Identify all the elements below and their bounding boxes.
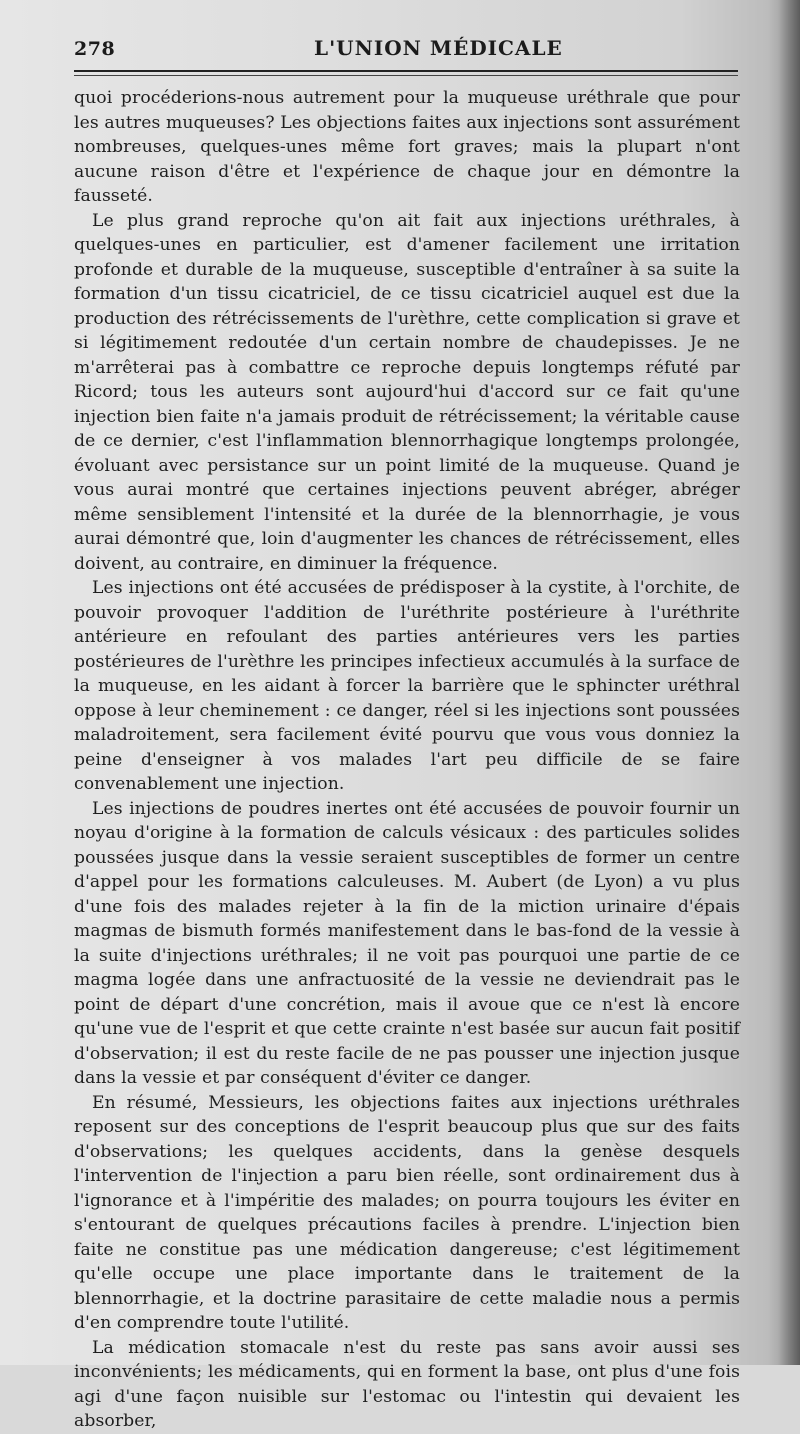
header-rule: [74, 70, 738, 72]
page-edge-shadow: [778, 0, 800, 1365]
page-header: [74, 34, 740, 64]
paragraph: quoi procéderions-nous autrement pour la muqueuse uréthrale que pour les autres muqueuses? Les objections faites aux injections sont assurément nombreuses, quelques-unes même fort graves; mais la plupart n'ont aucune raison d'être et l'expérience de chaque jour en démontre la fausseté.: [74, 88, 741, 206]
page-number: 278: [74, 38, 116, 60]
paragraph: En résumé, Messieurs, les objections faites aux injections uréthrales reposent sur des conceptions de l'esprit beaucoup plus que sur des faits d'observations; les quelques accidents, dans la genèse desquels l'intervention de l'injection a paru bien réelle, sont ordinairement dus à l'ignorance et à l'impéritie des malades; on pourra toujours les éviter en s'entourant de quelques précautions faciles à prendre. L'injection bien faite ne constitue pas une médication dangereuse; c'est légitimement qu'elle occupe une place importante dans le traitement de la blennorrhagie, et la doctrine parasitaire de cette maladie nous a permis d'en comprendre toute l'utilité.: [74, 1092, 740, 1333]
body-text: [74, 86, 740, 1434]
paragraph: Le plus grand reproche qu'on ait fait aux injections uréthrales, à quelques-unes en particulier, est d'amener facilement une irritation profonde et durable de la muqueuse, susceptible d'entraîner à sa suite la formation d'un tissu cicatriciel, de ce tissu cicatriciel auquel est due la production des rétrécissements de l'urèthre, cette complication si grave et si légitimement redoutée d'un certain nombre de chaudepisses. Je ne m'arrêterai pas à combattre ce reproche depuis longtemps réfuté par Ricord; tous les auteurs sont aujourd'hui d'accord sur ce fait qu'une injection bien faite n'a jamais produit de rétrécissement; la véritable cause de ce dernier, c'est l'inflammation blennorrhagique longtemps prolongée, évoluant avec persistance sur un point limité de la muqueuse. Quand je vous aurai montré que certaines injections peuvent abréger, abréger même sensiblement l'intensité et la durée de la blennorrhagie, je vous aurai démontré que, loin d'augmenter les chances de rétrécissement, elles doivent, au contraire, en diminuer la fréquence.: [74, 210, 740, 574]
paragraph: Les injections de poudres inertes ont été accusées de pouvoir fournir un noyau d'origine à la formation de calculs vésicaux : des particules solides poussées jusque dans la vessie seraient susceptibles de former un centre d'appel pour les formations calculeuses. M. Aubert (de Lyon) a vu plus d'une fois des malades rejeter à la fin de la miction urinaire d'épais magmas de bismuth formés manifestement dans le bas-fond de la vessie à la suite d'injections uréthrales; il ne voit pas pourquoi une partie de ce magma logée dans une anfractuosité de la vessie ne deviendrait pas le point de départ d'une concrétion, mais il avoue que ce n'est là encore qu'une vue de l'esprit et que cette crainte n'est basée sur aucun fait positif d'observation; il est du reste facile de ne pas pousser une injection jusque dans la vessie et par conséquent d'éviter ce danger.: [74, 798, 740, 1088]
paragraph: Les injections ont été accusées de prédisposer à la cystite, à l'orchite, de pouvoir provoquer l'addition de l'uréthrite postérieure à l'uréthrite antérieure en refoulant des parties antérieures vers les parties postérieures de l'urèthre les principes infectieux accumulés à la surface de la muqueuse, en les aidant à forcer la barrière que le sphincter uréthral oppose à leur cheminement : ce danger, réel si les injections sont poussées maladroitement, sera facilement évité pourvu que vous vous donniez la peine d'enseigner à vos malades l'art peu difficile de se faire convenablement une injection.: [74, 578, 740, 794]
paragraph: La médication stomacale n'est du reste pas sans avoir aussi ses inconvénients; les médicaments, qui en forment la base, ont plus d'une fois agi d'une façon nuisible sur l'estomac ou l'intestin qui devaient les absorber,: [74, 1337, 740, 1431]
running-title: L'UNION MÉDICALE: [314, 36, 563, 60]
header-rule-thin: [74, 75, 738, 76]
